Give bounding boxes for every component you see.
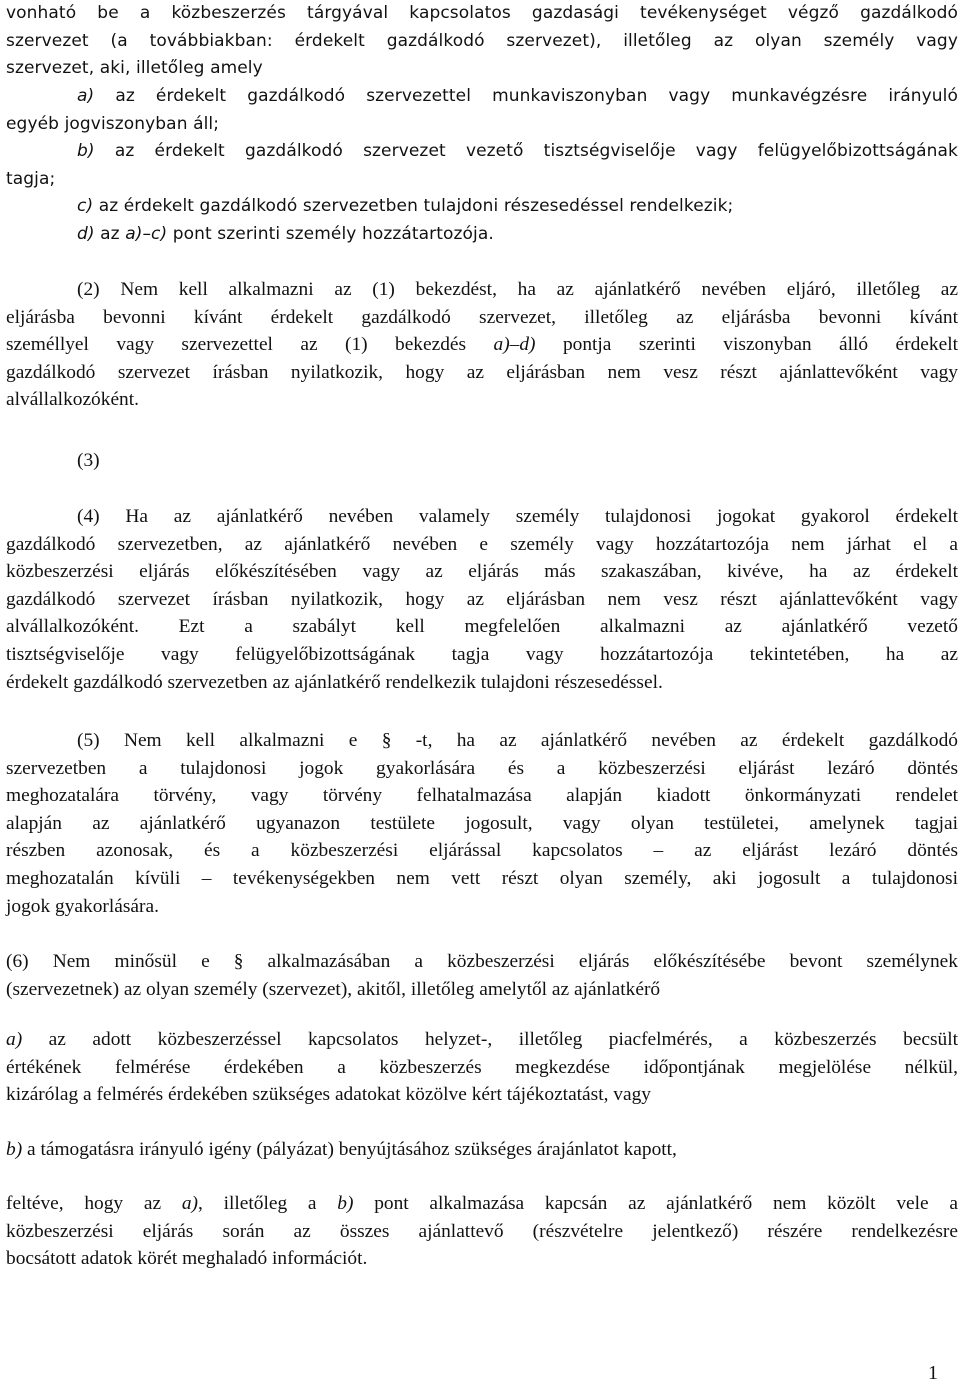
paragraph-6-closing [6,1190,958,1273]
p6end-line-1 [6,1190,958,1218]
p6-line-2: (szervezetnek) az olyan személy (szervezet), akitől, illetőleg amelytől az ajánlatkérő [6,978,661,1000]
p5-line-2: szervezetben a tulajdonosi jogok gyakorlására és a közbeszerzési eljárást lezáró döntés [6,757,958,779]
point-c-text: az érdekelt gazdálkodó szervezetben tulajdoni részesedéssel rendelkezik; [98,196,734,217]
paragraph-3 [6,447,958,475]
intro-line-1: vonható be a közbeszerzés tárgyával kapcsolatos gazdasági tevékenységet végző gazdálkodó [6,3,958,23]
p6-line-1: (6) Nem minősül e § alkalmazásában a közbeszerzési eljárás előkészítésébe bevont személynek [6,951,958,972]
intro-line-2: szervezet (a továbbiakban: érdekelt gazdálkodó szervezet), illetőleg az olyan személy vagy [6,30,958,51]
p2-line-5: alvállalkozóként. [6,389,139,411]
p4-line-5: alvállalkozóként. Ezt a szabályt kell megfelelően alkalmazni az ajánlatkérő vezető [6,616,958,638]
p6a-line-2: értékének felmérése érdekében a közbeszerzés megkezdése időpontjának megjelölése nélkül, [6,1056,958,1078]
p6a-label: a) [6,1029,23,1050]
p2-line-2: eljárásba bevonni kívánt érdekelt gazdálkodó szervezet, illetőleg az eljárásba bevonni kívánt [6,306,958,328]
p5-line-4: alapján az ajánlatkérő ugyanazon testülete jogosult, vagy olyan testületei, amelynek tagjai [6,812,958,834]
p2-line-3-post: pontja szerinti viszonyban álló érdekelt [562,334,958,356]
p4-line-1: (4) Ha az ajánlatkérő nevében valamely személy tulajdonosi jogokat gyakorol érdekelt [77,506,958,527]
point-d-pre: az [100,223,120,244]
p5-line-7: jogok gyakorlására. [6,895,159,917]
p2-line-1: (2) Nem kell alkalmazni az (1) bekezdést, ha az ajánlatkérő nevében eljáró, illetőleg az [77,279,958,300]
p6b-line [6,1136,958,1164]
paragraph-6 [6,948,958,1003]
p4-line-7: érdekelt gazdálkodó szervezetben az ajánlatkérő rendelkezik tulajdoni részesedéssel. [6,671,663,693]
paragraph-2 [6,276,958,414]
p3-label: (3) [77,450,100,471]
p4-line-6: tisztségviselője vagy felügyelőbizottságának tagja vagy hozzátartozója tekintetében, ha az [6,643,958,665]
paragraph-6-b [6,1136,958,1164]
p5-line-5: részben azonosak, és a közbeszerzési eljárással kapcsolatos – az eljárást lezáró döntés [6,840,958,862]
point-a-label: a) [77,86,95,106]
p5-line-6: meghozatalán kívüli – tevékenységekben nem vett részt olyan személy, aki jogosult a tulajdonosi [6,867,958,889]
p6end-ref-a: a) [181,1193,199,1214]
p6b-label: b) [6,1139,23,1160]
p4-line-2: gazdálkodó szervezetben, az ajánlatkérő nevében e személy vagy hozzátartozója nem járhat el a [6,533,958,555]
paragraph-5 [6,727,958,920]
p6end-mid: , illetőleg a [198,1193,317,1214]
point-a-text: az érdekelt gazdálkodó szervezettel munkaviszonyban vagy munkavégzésre irányuló [115,86,958,106]
p6a-line-1 [6,1026,958,1054]
p6end-post: pont alkalmazása kapcsán az ajánlatkérő nem közölt vele a [374,1193,958,1214]
p2-line-4: gazdálkodó szervezet írásban nyilatkozik, hogy az eljárásban nem vesz részt ajánlattevőként vagy [6,361,958,383]
p5-line-3: meghozatalára törvény, vagy törvény felhatalmazása alapján kiadott önkormányzati rendelet [6,785,958,807]
point-d [6,221,958,249]
point-a-line-1 [6,83,958,111]
p5-line-1: (5) Nem kell alkalmazni e § -t, ha az ajánlatkérő nevében az érdekelt gazdálkodó [77,730,958,751]
p4-line-3: közbeszerzési eljárás előkészítésében vagy az eljárás más szakaszában, kivéve, ha az érdekelt [6,561,958,583]
point-c [6,193,958,221]
p6end-line-2: közbeszerzési eljárás során az összes ajánlattevő (részvételre jelentkező) részére rendelkezésre [6,1220,958,1242]
point-b-line-2: tagja; [6,168,56,189]
point-d-post: pont szerinti személy hozzátartozója. [172,223,494,244]
point-b-line-1 [6,138,958,166]
point-b-label: b) [77,141,95,162]
paragraph-6-a [6,1026,958,1109]
p2-ref: a)–d) [493,334,536,356]
p2-line-3-pre: személlyel vagy szervezettel az (1) bekezdés [6,334,467,356]
p6b-text: a támogatásra irányuló igény (pályázat) benyújtásához szükséges árajánlatot kapott, [27,1139,677,1160]
intro-paragraph [6,0,958,83]
point-b-text: az érdekelt gazdálkodó szervezet vezető tisztségviselője vagy felügyelőbizottságának [114,141,958,162]
points-list [6,83,958,249]
p6end-line-3: bocsátott adatok körét meghaladó információt. [6,1248,368,1270]
p6end-ref-b: b) [337,1193,354,1214]
p2-line-3 [6,331,958,359]
paragraph-4 [6,503,958,696]
p6a-line-3: kizárólag a felmérés érdekében szükséges adatokat közölve kért tájékoztatást, vagy [6,1084,651,1106]
point-a-line-2: egyéb jogviszonyban áll; [6,113,220,134]
page-number: 1 [928,1362,938,1384]
p4-line-4: gazdálkodó szervezet írásban nyilatkozik, hogy az eljárásban nem vesz részt ajánlattevőként vagy [6,588,958,610]
point-d-label: d) [77,223,95,244]
point-c-label: c) [77,196,94,217]
p6end-pre: feltéve, hogy az [6,1193,162,1214]
point-d-ref: a)–c) [125,223,168,244]
p6a-text: az adott közbeszerzéssel kapcsolatos helyzet-, illetőleg piacfelmérés, a közbeszerzés becsült [48,1029,958,1050]
intro-line-3: szervezet, aki, illetőleg amely [6,58,263,79]
